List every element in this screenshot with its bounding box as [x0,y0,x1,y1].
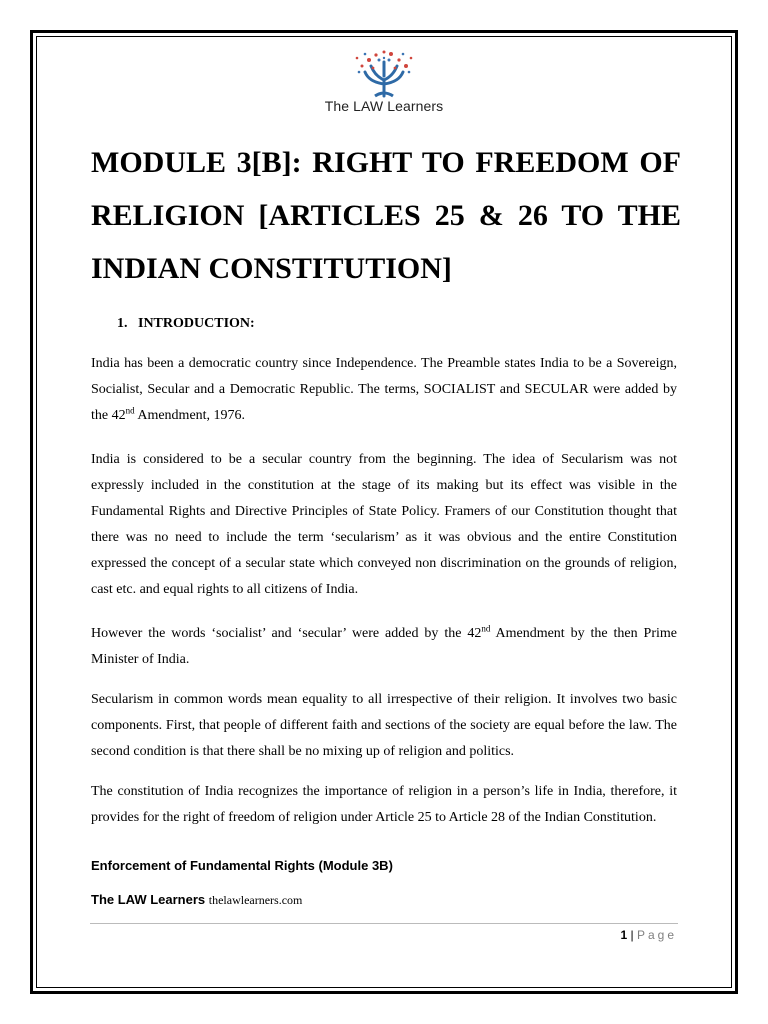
footer-brand-name: The LAW Learners [91,892,206,907]
paragraph-3-text-b: Amendment by the then Prime Minister of India. [91,626,677,667]
tree-hands-icon [320,46,448,98]
logo [320,46,448,124]
paragraph-1 [91,351,677,429]
section-label: INTRODUCTION: [138,316,255,331]
section-heading [117,316,255,332]
section-number: 1. [117,316,128,331]
paragraph-4: Secularism in common words mean equality to all irrespective of their religion. It involves two basic components. First, that people of different faith and sections of the society are equal before the law. The second condition is that there shall be no mixing up of religion and politics. [91,692,677,759]
page-number-separator: | [630,928,634,942]
paragraph-2: India is considered to be a secular country from the beginning. The idea of Secularism was not expressly included in the constitution at the stage of its making but its effect was visible in the Fundamental Rights and Directive Principles of State Policy. Framers of our Constitution thought that there was no need to include the term ‘secularism’ as it was obvious and the entire Constitution expressed the concept of a secular state which conveyed non discrimination on the grounds of religion, cast etc. and equal rights to all citizens of India. [91,452,677,597]
paragraph-3 [91,621,677,673]
paragraph-5: The constitution of India recognizes the importance of religion in a person’s life in India, therefore, it provides for the right of freedom of religion under Article 25 to Article 28 of the Indian Constitution. [91,784,677,825]
footer-brand [91,892,302,908]
paragraph-3-text-a: However the words ‘socialist’ and ‘secular’ were added by the 42 [91,626,482,641]
page-number [620,928,677,942]
footer-site-link[interactable]: thelawlearners.com [208,893,303,907]
paragraph-1-text-a: India has been a democratic country since Independence. The Preamble states India to be a Sovereign, Socialist, Secular and a Democratic Republic. The terms, SOCIALIST and SECULAR were added by the 42 [91,356,677,423]
page-word: Page [636,928,677,942]
footer-divider [90,923,678,924]
page-title: MODULE 3[B]: RIGHT TO FREEDOM OF RELIGION [ARTICLES 25 & 26 TO THE INDIAN CONSTITUTION] [91,146,681,285]
footer-title: Enforcement of Fundamental Rights (Module 3B) [91,858,393,873]
paragraph-1-text-b: Amendment, 1976. [134,408,246,423]
paragraph-1-superscript: nd [125,405,135,416]
paragraph-3-superscript: nd [481,623,491,634]
page-number-value: 1 [620,928,628,942]
logo-text: The LAW Learners [324,98,444,114]
